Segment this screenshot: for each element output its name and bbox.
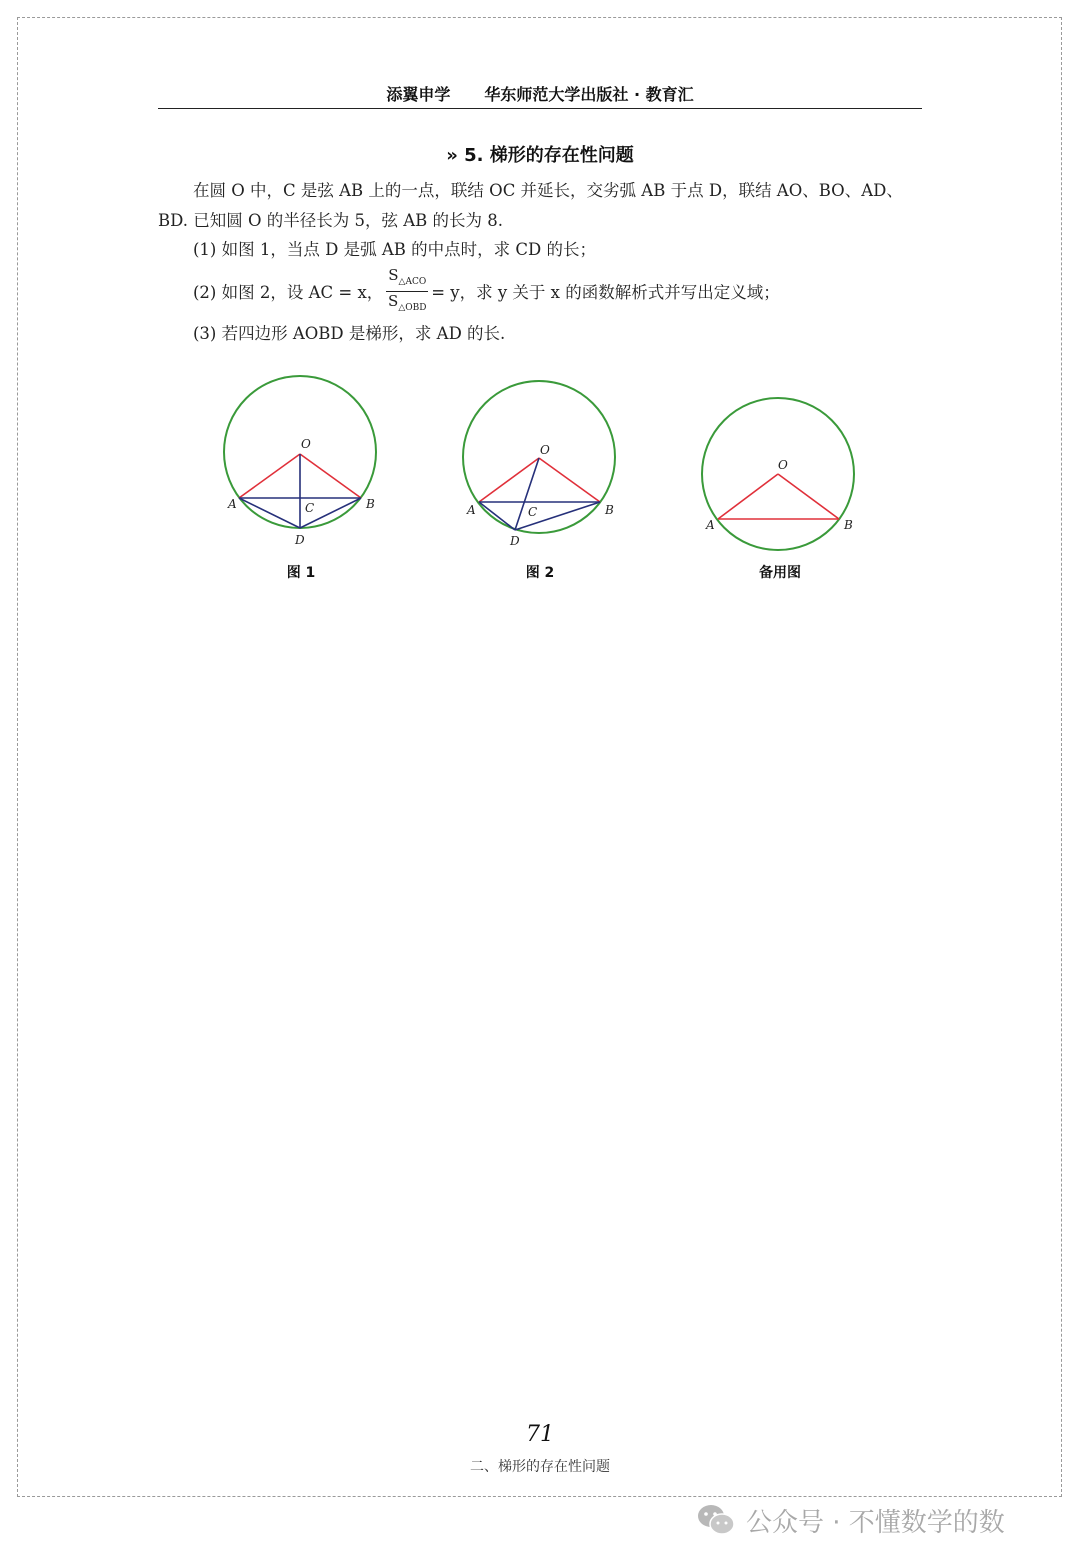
fraction-numerator: $S_{\triangle ACO}$ <box>386 266 428 292</box>
header-right: 华东师范大学出版社 · 教育汇 <box>484 85 694 104</box>
figure-2-segment-OB <box>539 458 600 502</box>
wechat-icon <box>696 1502 736 1538</box>
figure-1-diagram <box>220 372 385 557</box>
fraction-denominator: $S_{\triangle OBD}$ <box>388 291 427 313</box>
page-number: 71 <box>526 1422 554 1447</box>
question-2-prefix: (2) 如图 2，设 AC = x， <box>193 283 384 302</box>
figure-2-diagram <box>459 372 624 557</box>
question-2 <box>193 265 780 314</box>
figure-3-label-O: O <box>778 458 788 472</box>
figure-1-segment-AD <box>239 498 300 528</box>
question-2-suffix: = y，求 y 关于 x 的函数解析式并写出定义域； <box>431 283 780 302</box>
figure-2-circle <box>463 381 615 533</box>
figure-1-label-C: C <box>305 501 315 515</box>
figure-3-caption: 备用图 <box>759 565 801 581</box>
watermark <box>696 1500 1005 1540</box>
figure-1-label-D: D <box>295 533 305 547</box>
figure-3-label-B: B <box>844 518 853 532</box>
figure-2-caption: 图 2 <box>525 565 555 581</box>
figure-3-segment-OB <box>778 474 839 519</box>
figure-1-segment-AO <box>239 454 300 498</box>
watermark-text: 公众号 · 不懂数学的数 <box>746 1507 1005 1538</box>
figure-3 <box>698 372 863 561</box>
figure-1-label-A: A <box>228 497 237 511</box>
figure-1-caption: 图 1 <box>286 565 316 581</box>
figure-3-segment-AO <box>718 474 778 519</box>
section-title: » 5. 梯形的存在性问题 <box>446 145 634 166</box>
figure-1-label-O: O <box>301 437 311 451</box>
figure-2-label-C: C <box>528 505 538 519</box>
figure-2-label-A: A <box>467 503 476 517</box>
figure-2-label-D: D <box>510 534 520 548</box>
figure-2-label-O: O <box>540 443 550 457</box>
figure-1-segment-OB <box>300 454 361 498</box>
page-header <box>158 82 922 109</box>
figure-3-label-A: A <box>706 518 715 532</box>
footer-chapter-title: 二、梯形的存在性问题 <box>470 1459 610 1475</box>
header-left: 添翼申学 <box>386 85 451 104</box>
figure-2-segment-OD <box>515 458 539 530</box>
figure-2-label-B: B <box>605 503 614 517</box>
question-3: (3) 若四边形 AOBD 是梯形，求 AD 的长. <box>193 324 506 343</box>
question-1: (1) 如图 1，当点 D 是弧 AB 的中点时，求 CD 的长； <box>193 240 596 259</box>
area-ratio-fraction <box>386 266 428 317</box>
figure-1-label-B: B <box>366 497 375 511</box>
figure-2-segment-AO <box>479 458 539 502</box>
figure-2 <box>459 372 624 561</box>
figure-1 <box>220 372 385 561</box>
figure-2-segment-AD <box>479 502 515 530</box>
figure-3-diagram <box>698 372 863 557</box>
problem-intro: 在圆 O 中，C 是弦 AB 上的一点，联结 OC 并延长，交劣弧 AB 于点 D，联结 AO、BO、AD、BD. 已知圆 O 的半径长为 5，弦 AB 的长为 8. <box>158 181 903 230</box>
